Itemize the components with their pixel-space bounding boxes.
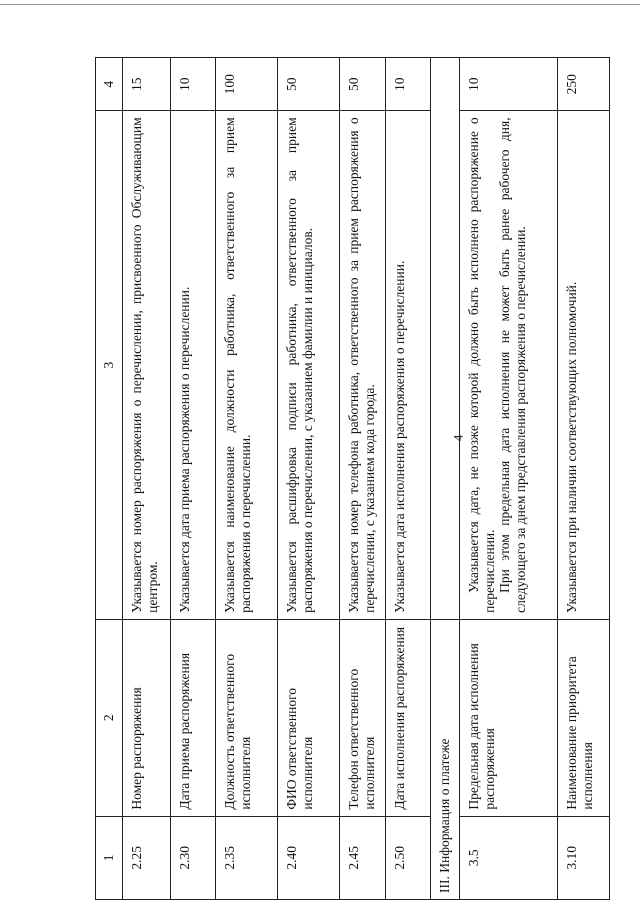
- field-description: Указывается дата исполнения распоряжения о перечислении.: [386, 111, 431, 620]
- section-row: [431, 58, 460, 900]
- column-header: 2: [96, 619, 123, 816]
- field-name: Номер распоряжения: [123, 619, 171, 816]
- column-header: 4: [96, 58, 123, 111]
- table-row: [216, 58, 278, 900]
- field-name: Предельная дата исполнения распоряжения: [460, 619, 558, 816]
- table-row: [386, 58, 431, 900]
- row-number: 2.45: [340, 816, 386, 899]
- field-name: Должность ответственного исполнителя: [216, 619, 278, 816]
- field-description: [460, 111, 558, 620]
- row-number: 2.30: [171, 816, 216, 899]
- row-number: 2.50: [386, 816, 431, 899]
- row-number: 3.5: [460, 816, 558, 899]
- field-description: Указывается расшифровка подписи работника, ответственного за прием распоряжения о перечислении, с указанием фамилии и инициалов.: [278, 111, 340, 620]
- field-length: 50: [278, 58, 340, 111]
- field-name: Телефон ответственного исполнителя: [340, 619, 386, 816]
- field-name: Наименование приоритета исполнения: [558, 619, 610, 816]
- field-description: Указывается дата приема распоряжения о перечислении.: [171, 111, 216, 620]
- row-number: 2.25: [123, 816, 171, 899]
- column-header: 3: [96, 111, 123, 620]
- register-table: [95, 57, 610, 900]
- field-name: Дата исполнения распоряжения: [386, 619, 431, 816]
- description-paragraph: Указывается дата, не позже которой должно быть исполнено распоряжение о перечислении.: [466, 117, 497, 613]
- header-row: [96, 58, 123, 900]
- field-length: 10: [171, 58, 216, 111]
- field-description: Указывается при наличии соответствующих полномочий.: [558, 111, 610, 620]
- field-name: ФИО ответственного исполнителя: [278, 619, 340, 816]
- field-description: Указывается номер распоряжения о перечислении, присвоенного Обслуживающим центром.: [123, 111, 171, 620]
- page-number: 4: [450, 434, 466, 442]
- table-row: [123, 58, 171, 900]
- field-length: 50: [340, 58, 386, 111]
- field-length: 100: [216, 58, 278, 111]
- field-length: 10: [460, 58, 558, 111]
- table-row: [171, 58, 216, 900]
- field-description: Указывается наименование должности работника, ответственного за прием распоряжения о перечислении.: [216, 111, 278, 620]
- field-name: Дата приема распоряжения: [171, 619, 216, 816]
- field-description: Указывается номер телефона работника, ответственного за прием распоряжения о перечислении, с указанием кода города.: [340, 111, 386, 620]
- section-filler: [431, 58, 460, 620]
- row-number: 2.35: [216, 816, 278, 899]
- field-length: 250: [558, 58, 610, 111]
- table-row: [278, 58, 340, 900]
- description-paragraph: При этом предельная дата исполнения не может быть ранее рабочего дня, следующего за днем представления распоряжения о перечислении.: [497, 117, 528, 613]
- scan-edge-line: [0, 4, 640, 5]
- rotated-document: [95, 57, 600, 900]
- field-length: 10: [386, 58, 431, 111]
- row-number: 3.10: [558, 816, 610, 899]
- column-header: 1: [96, 816, 123, 899]
- table-row: [558, 58, 610, 900]
- section-title: III. Информация о платеже: [431, 619, 460, 899]
- table-row: [340, 58, 386, 900]
- table-row: [460, 58, 558, 900]
- field-length: 15: [123, 58, 171, 111]
- row-number: 2.40: [278, 816, 340, 899]
